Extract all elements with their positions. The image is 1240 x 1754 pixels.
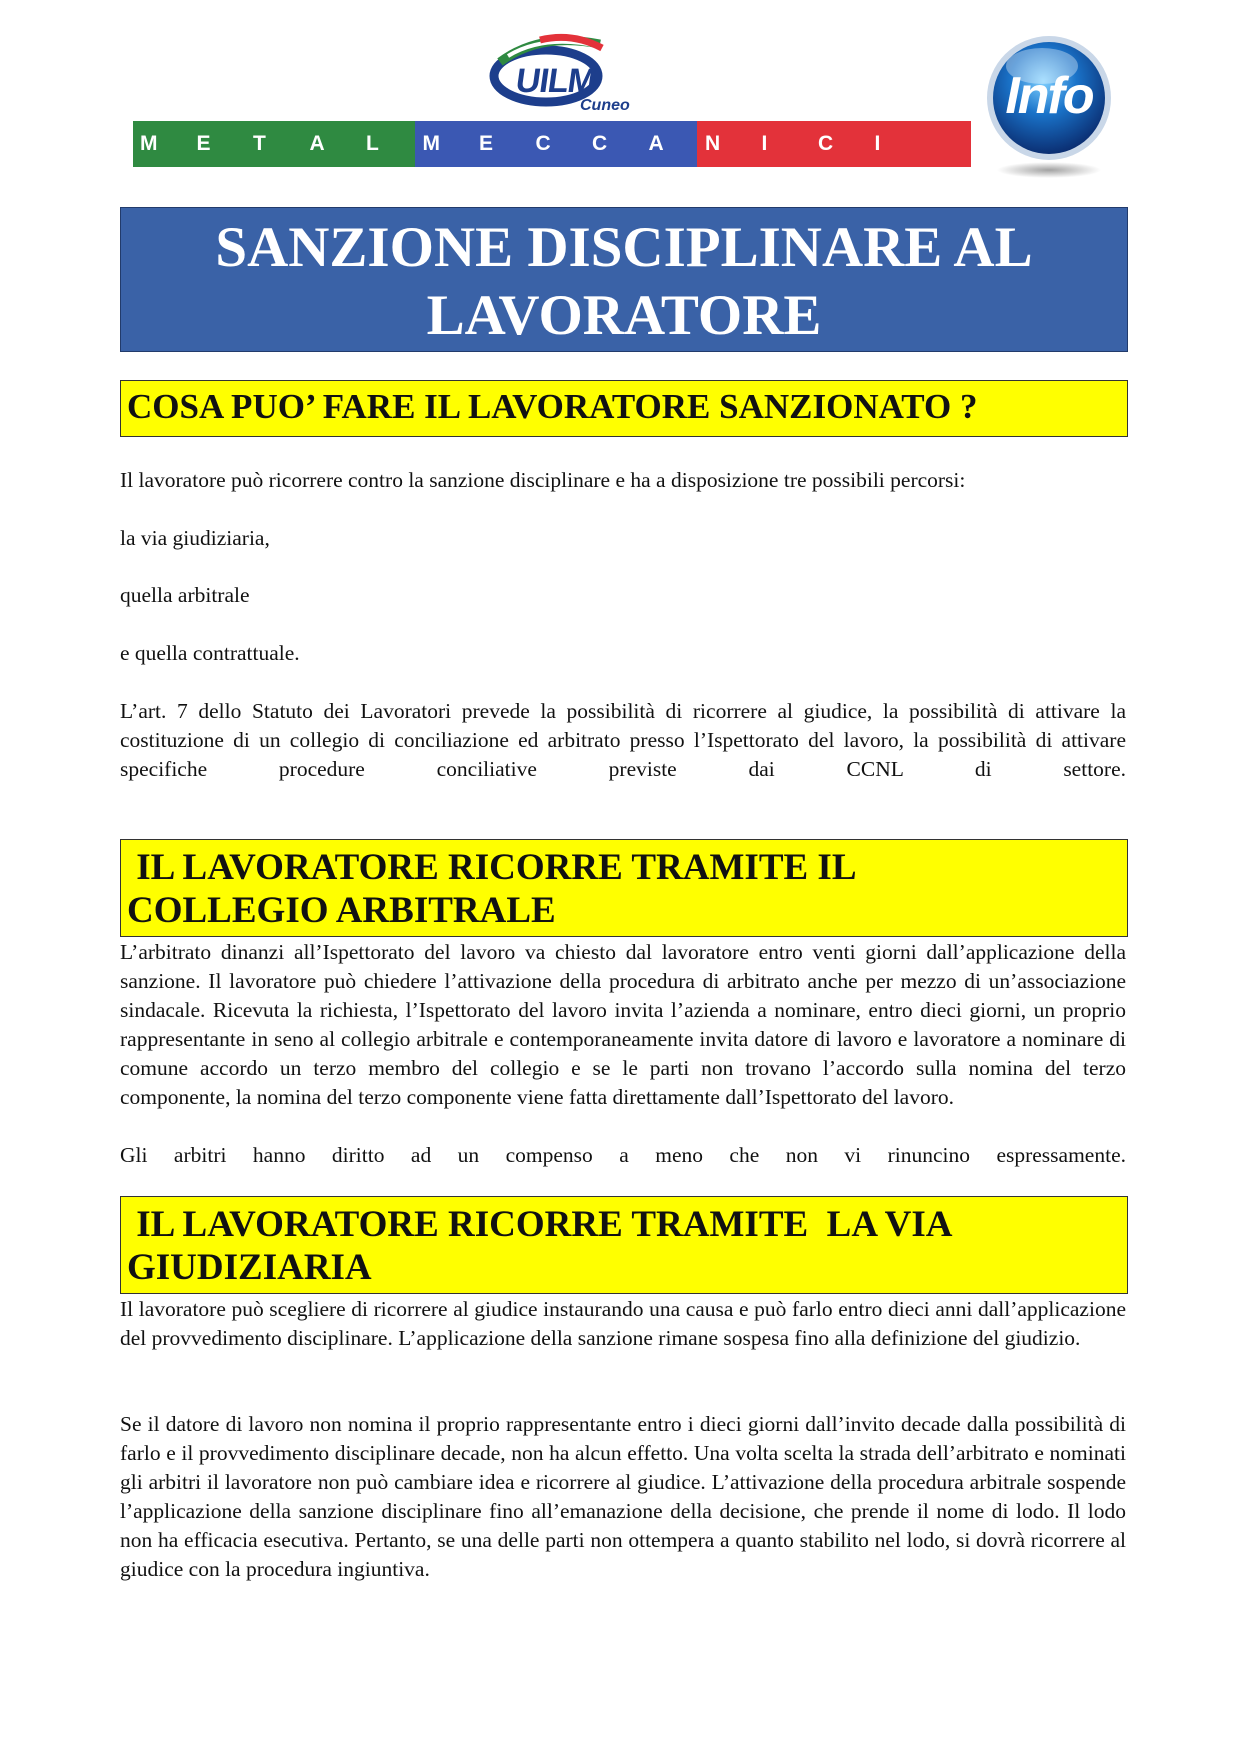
band-letter: C (592, 132, 608, 155)
band-letter: A (309, 132, 325, 155)
logo-text: UILM (513, 62, 598, 100)
logo-subtitle: Cuneo (580, 97, 630, 114)
option-contrattuale: e quella contrattuale. (120, 641, 300, 665)
datore-paragraph: Se il datore di lavoro non nomina il proprio rappresentante entro i dieci giorni dall’invito decade dalla possibilità di farlo e il provvedimento disciplinare decade, non ha alcun effetto. Una volta scelta la strada dell’arbitrato e nominati gli arbitri il lavoratore non può cambiare idea e ricorrere al giudice. L’attivazione della procedura arbitrale sospende l’applicazione della sanzione disciplinare fino all’emanazione della decisione, che prende il nome di lodo. Il lodo non ha efficacia esecutiva. Pertanto, se una delle parti non ottempera a quanto stabilito nel lodo, si dovrà ricorrere al giudice con la procedura ingiuntiva. (120, 1412, 1126, 1581)
section-heading-text: COSA PUO’ FARE IL LAVORATORE SANZIONATO ? (127, 387, 978, 426)
band-letter: A (648, 132, 664, 155)
section-heading-cosa-puo-fare (120, 380, 1128, 437)
section-heading-line1: IL LAVORATORE RICORRE TRAMITE LA VIA (127, 1204, 953, 1245)
option-giudiziaria: la via giudiziaria, (120, 526, 270, 550)
section-heading-line2: COLLEGIO ARBITRALE (127, 890, 556, 931)
band-letter: I (874, 132, 881, 155)
band-letter: N (705, 132, 721, 155)
band-letter: E (479, 132, 494, 155)
band-label (133, 121, 971, 167)
page-title-line1: SANZIONE DISCIPLINARE AL (215, 216, 1033, 279)
info-badge-label: Info (1005, 67, 1093, 125)
section-heading-collegio-arbitrale (120, 839, 1128, 937)
band-letter: L (366, 132, 379, 155)
uilm-logo (480, 32, 640, 117)
band-letter: E (196, 132, 211, 155)
band-letter: I (761, 132, 768, 155)
band-letter: M (140, 132, 158, 155)
page-title-line2: LAVORATORE (426, 284, 822, 347)
page-title (120, 207, 1128, 352)
intro-paragraph: Il lavoratore può ricorrere contro la sanzione disciplinare e ha a disposizione tre possibili percorsi: (120, 468, 966, 492)
band-letter: C (535, 132, 551, 155)
section-heading-line1: IL LAVORATORE RICORRE TRAMITE IL (127, 847, 857, 888)
arbitrato-paragraph: L’arbitrato dinanzi all’Ispettorato del lavoro va chiesto dal lavoratore entro venti giorni dall’applicazione della sanzione. Il lavoratore può chiedere l’attivazione della procedura di arbitrato anche per mezzo di un’associazione sindacale. Ricevuta la richiesta, l’Ispettorato del lavoro invita l’azienda a nominare, entro dieci giorni, un proprio rappresentante in seno al collegio arbitrale e contemporaneamente invita datore di lavoro e lavoratore a nominare di comune accordo un terzo membro del collegio e se le parti non trovano l’accordo sulla nomina del terzo componente, la nomina del terzo componente viene fatta direttamente dall’Ispettorato del lavoro. (120, 940, 1126, 1109)
giudiziaria-paragraph: Il lavoratore può scegliere di ricorrere al giudice instaurando una causa e può farlo entro dieci anni dall’applicazione del provvedimento disciplinare. L’applicazione della sanzione rimane sospesa fino alla definizione del giudizio. (120, 1297, 1126, 1350)
band-letter: T (253, 132, 266, 155)
section-heading-via-giudiziaria (120, 1196, 1128, 1294)
band-letter: M (422, 132, 440, 155)
option-arbitrale: quella arbitrale (120, 583, 250, 607)
art7-paragraph: L’art. 7 dello Statuto dei Lavoratori prevede la possibilità di ricorrere al giudice, la possibilità di attivare la costituzione di un collegio di conciliazione ed arbitrato presso l’Ispettorato del lavoro, la possibilità di attivare specifiche procedure conciliative previste dai CCNL di settore. (120, 699, 1126, 781)
band-letter: C (818, 132, 834, 155)
section-heading-line2: GIUDIZIARIA (127, 1247, 372, 1288)
compenso-paragraph: Gli arbitri hanno diritto ad un compenso a meno che non vi rinuncino espressamente. (120, 1143, 1126, 1167)
